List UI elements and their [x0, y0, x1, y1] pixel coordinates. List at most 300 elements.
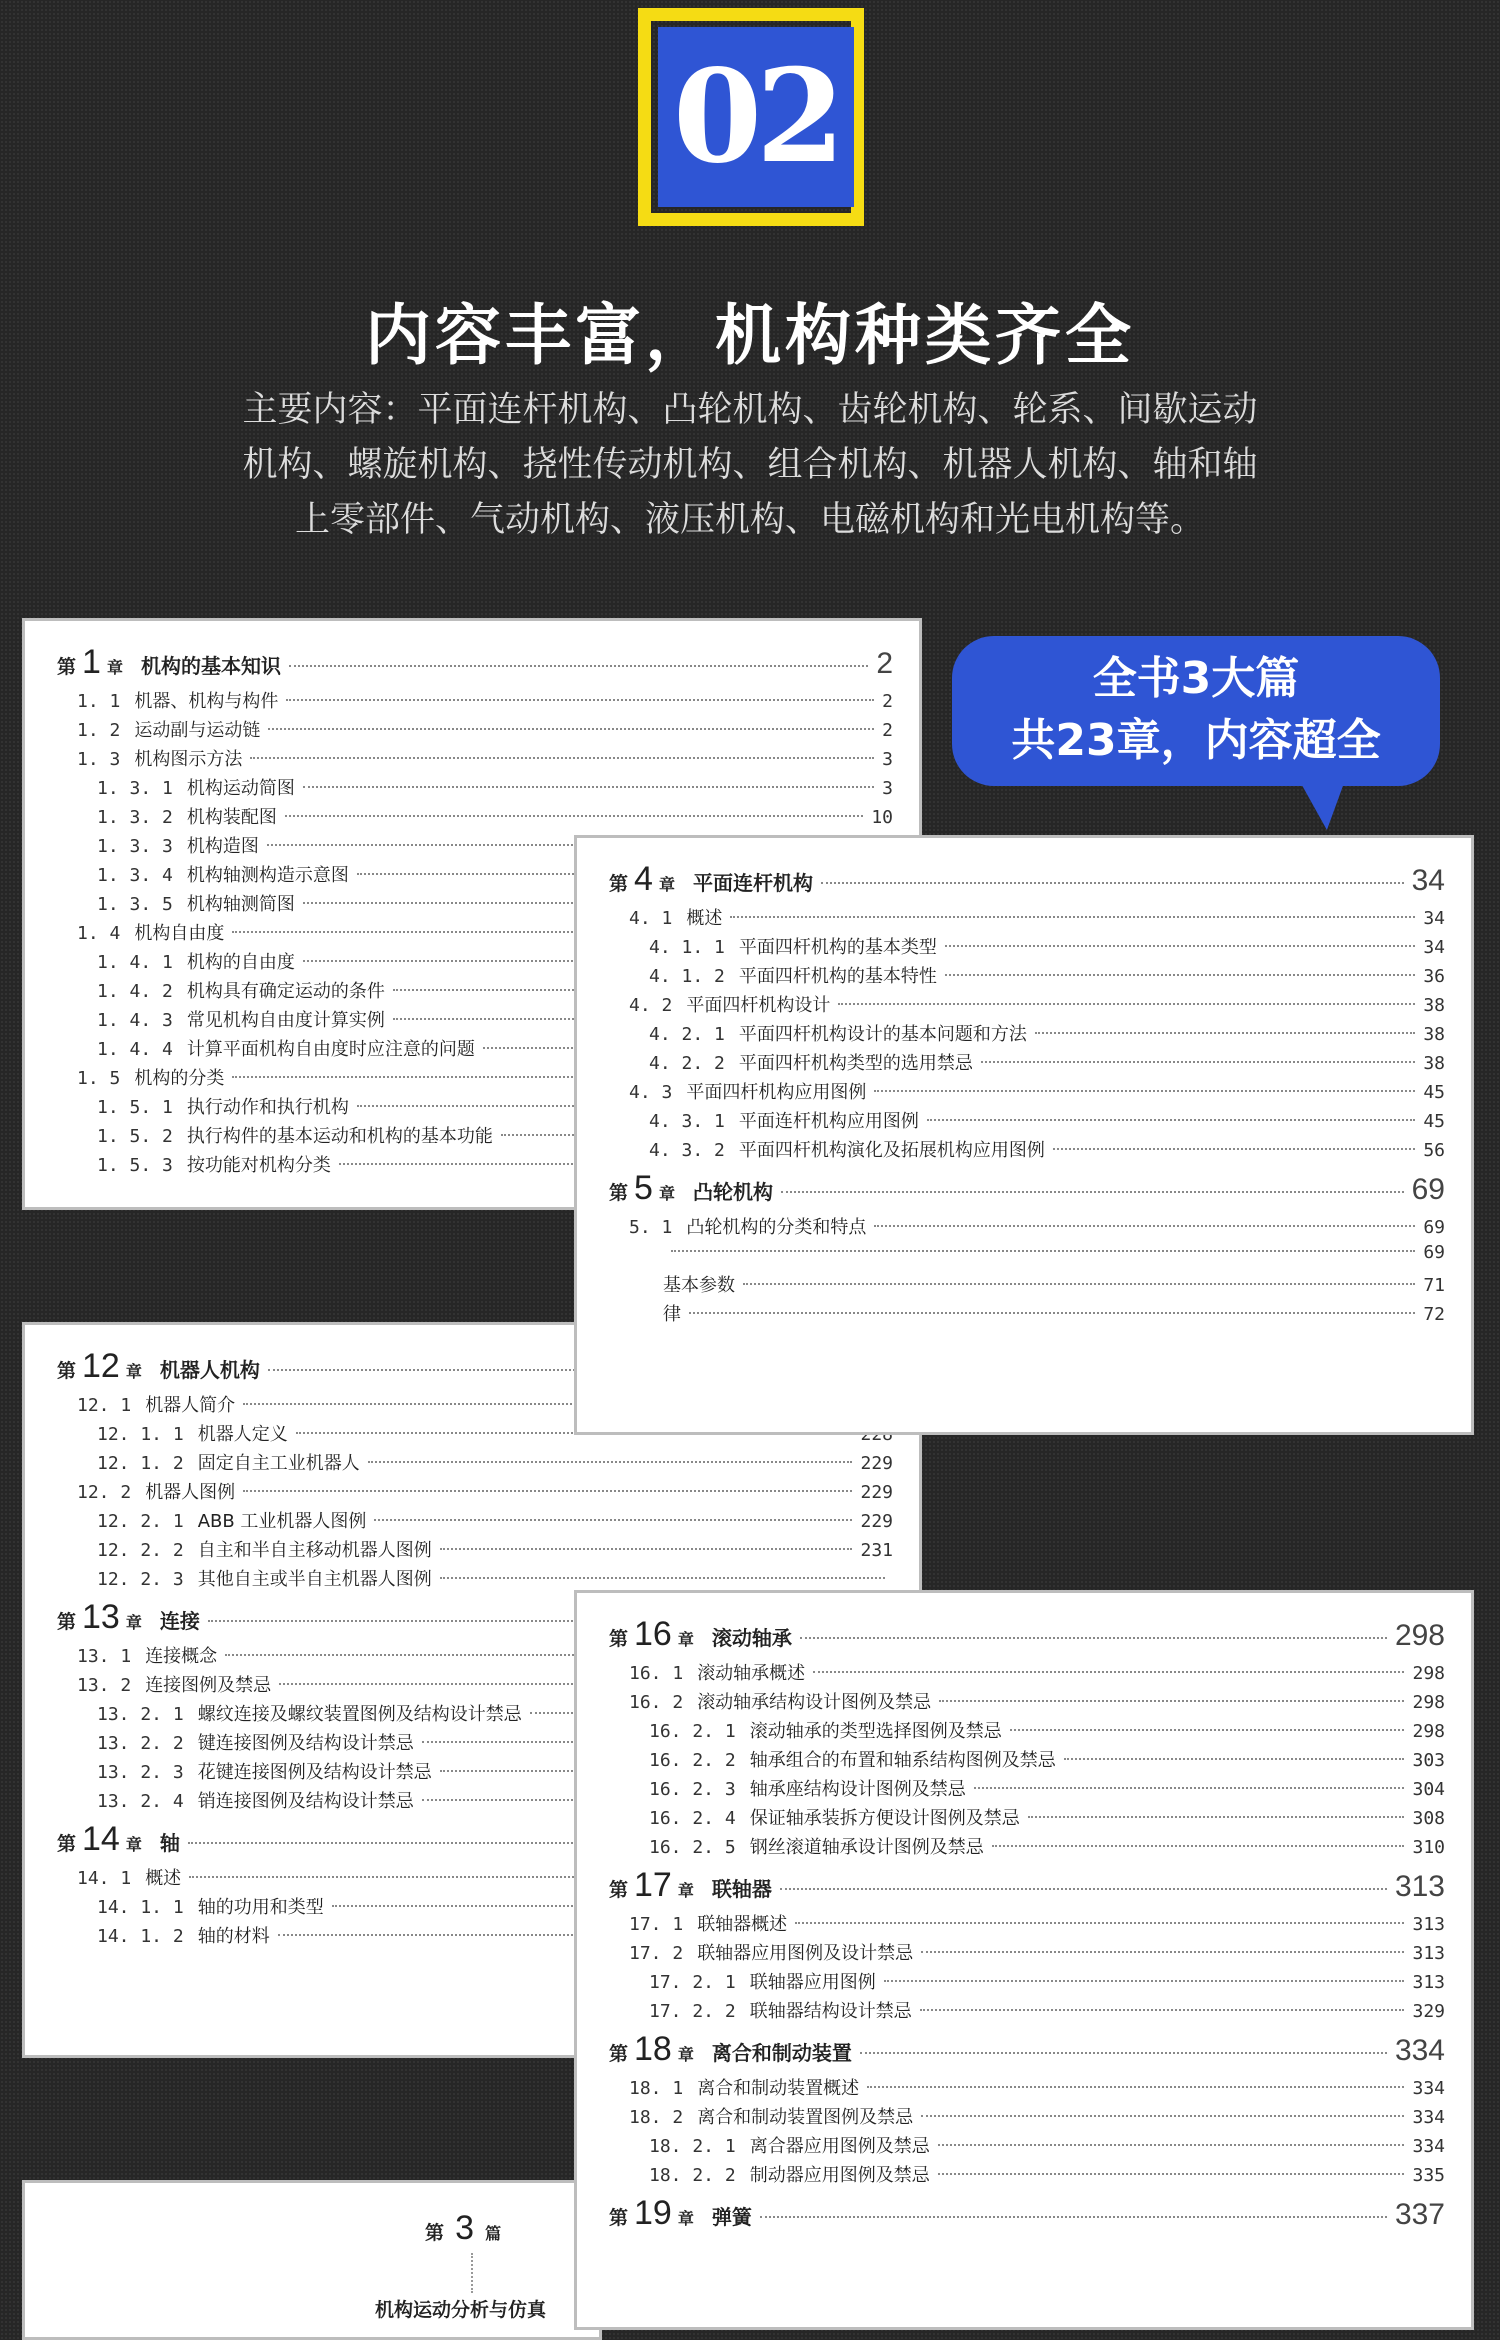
toc-entry — [57, 1449, 893, 1478]
dot-leader — [874, 1225, 1415, 1227]
toc-entry — [609, 1271, 1445, 1300]
intro-line: 机构、螺旋机构、挠性传动机构、组合机构、机器人机构、轴和轴 — [242, 445, 1258, 485]
intro-line: 上零部件、气动机构、液压机构、电磁机构和光电机构等。 — [294, 500, 1205, 540]
entry-number: 1. 3. 2 — [97, 807, 173, 828]
page-number: 38 — [1423, 1053, 1445, 1074]
toc-entry — [609, 1213, 1445, 1242]
chapter-heading — [609, 1169, 1445, 1213]
dot-leader — [440, 1577, 885, 1579]
entry-title: 离合和制动装置图例及禁忌 — [697, 2107, 914, 2128]
dot-leader — [795, 1922, 1404, 1924]
dot-leader — [921, 2115, 1404, 2117]
toc-entry — [609, 962, 1445, 991]
chapter-number: 16 — [634, 1615, 672, 1653]
entry-number: 1. 4. 4 — [97, 1039, 173, 1060]
chapter-heading — [609, 1615, 1445, 1659]
toc-entry — [609, 1300, 1445, 1329]
page-number: 298 — [1394, 1619, 1445, 1652]
page-number: 337 — [1394, 2198, 1445, 2231]
entry-title: 离合器应用图例及禁忌 — [749, 2136, 930, 2157]
page-number: 2 — [882, 691, 893, 712]
entry-title: 滚动轴承结构设计图例及禁忌 — [697, 1692, 932, 1713]
bubble-line: 全书3大篇 — [1092, 653, 1300, 704]
toc-entry — [57, 687, 893, 716]
entry-title: 凸轮机构 — [692, 1180, 773, 1204]
entry-title: 保证轴承装拆方便设计图例及禁忌 — [749, 1808, 1020, 1829]
page-number: 334 — [1412, 2107, 1445, 2128]
chapter-prefix: 第 — [57, 656, 77, 678]
toc-entry — [609, 1804, 1445, 1833]
headline: 内容丰富，机构种类齐全 — [365, 297, 1135, 374]
dot-leader — [243, 1490, 852, 1492]
chapter-prefix: 第 — [609, 1879, 629, 1901]
entry-title: 机构轴测简图 — [186, 894, 295, 915]
entry-number: 1. 4. 2 — [97, 981, 173, 1002]
entry-title: 滚动轴承概述 — [697, 1663, 806, 1684]
chapter-suffix: 章 — [677, 2045, 694, 2064]
entry-title: 连接图例及禁忌 — [145, 1675, 272, 1696]
toc-entry — [609, 1020, 1445, 1049]
entry-title: 机构自由度 — [134, 923, 225, 944]
toc-entry — [609, 1688, 1445, 1717]
toc-entry — [609, 1833, 1445, 1862]
toc-entry — [609, 933, 1445, 962]
entry-number: 4. 1. 1 — [649, 937, 725, 958]
dot-leader — [838, 1003, 1415, 1005]
part-heading: 第 3 篇 — [425, 2209, 502, 2247]
toc-entry — [609, 1659, 1445, 1688]
page-number: 313 — [1394, 1870, 1445, 1903]
entry-title: 平面四杆机构类型的选用禁忌 — [738, 1053, 973, 1074]
entry-title: 机构装配图 — [186, 807, 277, 828]
entry-number: 13. 2. 2 — [97, 1733, 184, 1754]
entry-title: 机器人图例 — [145, 1482, 236, 1503]
dot-leader — [289, 665, 868, 667]
entry-title: 常见机构自由度计算实例 — [186, 1010, 385, 1031]
toc-entry — [609, 1717, 1445, 1746]
chapter-suffix: 章 — [658, 875, 675, 894]
page-number: 45 — [1423, 1082, 1445, 1103]
page-number: 298 — [1412, 1721, 1445, 1742]
entry-number: 1. 5. 1 — [97, 1097, 173, 1118]
entry-title: 联轴器结构设计禁忌 — [749, 2001, 912, 2022]
entry-number: 1. 3. 1 — [97, 778, 173, 799]
dot-leader — [781, 1191, 1404, 1193]
dot-leader — [860, 2052, 1387, 2054]
entry-number: 1. 5. 2 — [97, 1126, 173, 1147]
entry-number: 17. 2. 2 — [649, 2001, 736, 2022]
toc-entry — [57, 745, 893, 774]
entry-number: 1. 1 — [77, 691, 121, 712]
entry-title: 执行构件的基本运动和机构的基本功能 — [186, 1126, 493, 1147]
dot-leader — [268, 728, 874, 730]
entry-title: 机构的自由度 — [186, 952, 295, 973]
entry-title: 机构的基本知识 — [140, 654, 281, 678]
entry-title: ABB 工业机器人图例 — [197, 1511, 367, 1532]
entry-title: 凸轮机构的分类和特点 — [686, 1217, 867, 1238]
page-number: 310 — [1412, 1837, 1445, 1858]
chapter-heading — [609, 860, 1445, 904]
entry-number: 4. 3. 1 — [649, 1111, 725, 1132]
page-number: 313 — [1412, 1972, 1445, 1993]
toc-entry — [609, 1997, 1445, 2026]
entry-number: 1. 3. 3 — [97, 836, 173, 857]
dot-leader — [1010, 1729, 1405, 1731]
entry-title: 机构具有确定运动的条件 — [186, 981, 385, 1002]
entry-title: 离合和制动装置概述 — [697, 2078, 860, 2099]
toc-entry — [57, 803, 893, 832]
page-number: 3 — [882, 749, 893, 770]
chapter-suffix: 章 — [125, 1362, 142, 1381]
page-number: 334 — [1412, 2078, 1445, 2099]
entry-title: 连接概念 — [145, 1646, 218, 1667]
chapter-prefix: 第 — [609, 1628, 629, 1650]
dot-leader — [981, 1061, 1415, 1063]
page-number: 2 — [876, 647, 893, 680]
part-title: 机构运动分析与仿真 — [375, 2299, 547, 2321]
dot-leader — [285, 815, 863, 817]
entry-title: 机器人简介 — [145, 1395, 236, 1416]
page-number: 229 — [860, 1511, 893, 1532]
entry-title: 键连接图例及结构设计禁忌 — [197, 1733, 414, 1754]
entry-title: 弹簧 — [711, 2205, 752, 2229]
dot-leader — [945, 945, 1415, 947]
entry-number: 17. 2 — [629, 1943, 684, 1964]
entry-number: 4. 1. 2 — [649, 966, 725, 987]
entry-title: 概述 — [145, 1868, 182, 1889]
entry-title: 钢丝滚道轴承设计图例及禁忌 — [749, 1837, 984, 1858]
entry-title: 机器人机构 — [159, 1358, 260, 1382]
entry-number: 17. 2. 1 — [649, 1972, 736, 1993]
part-page — [22, 2180, 602, 2340]
dot-leader — [1028, 1816, 1405, 1818]
speech-bubble — [952, 636, 1440, 786]
entry-number: 18. 2. 2 — [649, 2165, 736, 2186]
dot-leader — [440, 1548, 853, 1550]
entry-number: 4. 3 — [629, 1082, 673, 1103]
page-number: 45 — [1423, 1111, 1445, 1132]
page-number: 329 — [1412, 2001, 1445, 2022]
entry-title: 机构的分类 — [134, 1068, 225, 1089]
dot-leader — [250, 757, 874, 759]
section-badge — [658, 27, 854, 207]
toc-entry — [609, 1242, 1445, 1271]
entry-title: 制动器应用图例及禁忌 — [749, 2165, 930, 2186]
chapter-prefix: 第 — [57, 1833, 77, 1855]
toc-page-chapter-16 — [574, 1590, 1474, 2330]
chapter-suffix: 章 — [658, 1184, 675, 1203]
entry-title: 自主和半自主移动机器人图例 — [197, 1540, 432, 1561]
toc-entry — [609, 1136, 1445, 1165]
entry-title: 轴的材料 — [197, 1926, 270, 1947]
entry-title: 轴 — [159, 1831, 180, 1855]
page-number: 308 — [1412, 1808, 1445, 1829]
dot-leader — [743, 1283, 1415, 1285]
toc-entry — [609, 1078, 1445, 1107]
entry-title: 固定自主工业机器人 — [197, 1453, 360, 1474]
chapter-prefix: 第 — [57, 1611, 77, 1633]
entry-title: 概述 — [686, 908, 723, 929]
dot-leader — [921, 1951, 1404, 1953]
entry-number: 1. 3. 5 — [97, 894, 173, 915]
entry-number: 1. 5. 3 — [97, 1155, 173, 1176]
entry-title: 机构运动简图 — [186, 778, 295, 799]
dot-leader — [1035, 1032, 1415, 1034]
chapter-prefix: 第 — [609, 873, 629, 895]
entry-title: 联轴器概述 — [697, 1914, 788, 1935]
toc-entry — [609, 1746, 1445, 1775]
entry-title: 执行动作和执行机构 — [186, 1097, 349, 1118]
dot-leader — [730, 916, 1415, 918]
page-number: 36 — [1423, 966, 1445, 987]
dot-leader — [303, 786, 874, 788]
entry-number: 14. 1. 2 — [97, 1926, 184, 1947]
entry-number: 1. 4 — [77, 923, 121, 944]
dot-leader — [813, 1671, 1404, 1673]
entry-title: 平面四杆机构的基本特性 — [738, 966, 937, 987]
entry-number: 12. 2 — [77, 1482, 132, 1503]
chapter-suffix: 章 — [106, 658, 123, 677]
entry-number: 16. 2. 4 — [649, 1808, 736, 1829]
chapter-number: 12 — [82, 1347, 120, 1385]
entry-title: 计算平面机构自由度时应注意的问题 — [186, 1039, 475, 1060]
entry-title: 滚动轴承的类型选择图例及禁忌 — [749, 1721, 1002, 1742]
chapter-number: 13 — [82, 1598, 120, 1636]
entry-title: 按功能对机构分类 — [186, 1155, 331, 1176]
entry-title: 机构造图 — [186, 836, 259, 857]
intro-text — [150, 383, 1350, 548]
dot-leader — [927, 1119, 1415, 1121]
dot-leader — [1064, 1758, 1405, 1760]
entry-title: 机器、机构与构件 — [134, 691, 279, 712]
chapter-number: 5 — [634, 1169, 653, 1207]
entry-number: 16. 1 — [629, 1663, 684, 1684]
entry-number: 18. 1 — [629, 2078, 684, 2099]
entry-title: 轴的功用和类型 — [197, 1897, 324, 1918]
page-number: 231 — [860, 1540, 893, 1561]
page-number: 2 — [882, 720, 893, 741]
page-number: 72 — [1423, 1304, 1445, 1325]
toc-entry — [609, 1968, 1445, 1997]
dot-leader — [938, 2173, 1405, 2175]
entry-title: 机构图示方法 — [134, 749, 243, 770]
entry-number: 12. 1. 2 — [97, 1453, 184, 1474]
entry-number: 17. 1 — [629, 1914, 684, 1935]
page-number: 38 — [1423, 1024, 1445, 1045]
page-number: 56 — [1423, 1140, 1445, 1161]
entry-title: 机构轴测构造示意图 — [186, 865, 349, 886]
entry-title: 连接 — [159, 1609, 200, 1633]
page-number: 298 — [1412, 1692, 1445, 1713]
entry-title: 轴承座结构设计图例及禁忌 — [749, 1779, 966, 1800]
chapter-heading — [609, 1866, 1445, 1910]
entry-number: 18. 2. 1 — [649, 2136, 736, 2157]
entry-number: 16. 2 — [629, 1692, 684, 1713]
bubble-tail — [1281, 780, 1345, 830]
entry-number: 12. 1 — [77, 1395, 132, 1416]
dot-leader — [368, 1461, 853, 1463]
dot-leader — [1053, 1148, 1415, 1150]
entry-number: 4. 2. 2 — [649, 1053, 725, 1074]
page-number: 34 — [1423, 937, 1445, 958]
page-number: 313 — [1412, 1943, 1445, 1964]
entry-title: 机器人定义 — [197, 1424, 288, 1445]
entry-number: 18. 2 — [629, 2107, 684, 2128]
dot-leader — [689, 1312, 1415, 1314]
page-number: 3 — [882, 778, 893, 799]
dot-leader — [938, 2144, 1405, 2146]
dot-leader — [920, 2009, 1405, 2011]
entry-title: 平面连杆机构 — [692, 871, 813, 895]
page-number: 334 — [1394, 2034, 1445, 2067]
chapter-heading — [57, 643, 893, 687]
entry-title: 销连接图例及结构设计禁忌 — [197, 1791, 414, 1812]
toc-entry — [609, 1049, 1445, 1078]
entry-number: 12. 2. 3 — [97, 1569, 184, 1590]
entry-title: 平面四杆机构的基本类型 — [738, 937, 937, 958]
entry-number: 16. 2. 3 — [649, 1779, 736, 1800]
page-number: 335 — [1412, 2165, 1445, 2186]
dot-leader — [867, 2086, 1404, 2088]
entry-title: 联轴器应用图例及设计禁忌 — [697, 1943, 914, 1964]
chapter-prefix: 第 — [609, 2207, 629, 2229]
entry-title: 平面四杆机构设计的基本问题和方法 — [738, 1024, 1027, 1045]
toc-entry — [57, 1536, 893, 1565]
page-number: 304 — [1412, 1779, 1445, 1800]
entry-number: 4. 2. 1 — [649, 1024, 725, 1045]
toc-page-chapter-4 — [574, 835, 1474, 1435]
toc-entry — [609, 2132, 1445, 2161]
entry-title: 离合和制动装置 — [711, 2041, 852, 2065]
entry-number: 1. 4. 1 — [97, 952, 173, 973]
dot-leader — [945, 974, 1415, 976]
entry-number: 4. 1 — [629, 908, 673, 929]
page-number: 10 — [871, 807, 893, 828]
dot-leader — [671, 1250, 1415, 1252]
entry-number: 13. 1 — [77, 1646, 132, 1667]
dot-leader — [992, 1845, 1405, 1847]
entry-number: 13. 2. 1 — [97, 1704, 184, 1725]
chapter-heading — [609, 2030, 1445, 2074]
page-number: 69 — [1423, 1242, 1445, 1263]
toc-entry — [609, 1107, 1445, 1136]
dot-leader — [374, 1519, 852, 1521]
entry-number: 1. 3 — [77, 749, 121, 770]
dot-leader — [800, 1637, 1387, 1639]
entry-number: 4. 2 — [629, 995, 673, 1016]
entry-title: 联轴器 — [711, 1877, 772, 1901]
entry-title: 花键连接图例及结构设计禁忌 — [197, 1762, 432, 1783]
chapter-suffix: 章 — [677, 2209, 694, 2228]
toc-entry — [57, 716, 893, 745]
entry-number: 4. 3. 2 — [649, 1140, 725, 1161]
page-number: 313 — [1412, 1914, 1445, 1935]
chapter-number: 4 — [634, 860, 653, 898]
entry-title: 平面四杆机构应用图例 — [686, 1082, 867, 1103]
entry-number: 12. 2. 1 — [97, 1511, 184, 1532]
toc-entry — [57, 774, 893, 803]
entry-title: 运动副与运动链 — [134, 720, 261, 741]
chapter-number: 1 — [82, 643, 101, 681]
page-number: 69 — [1423, 1217, 1445, 1238]
page-number: 229 — [860, 1453, 893, 1474]
entry-number: 1. 4. 3 — [97, 1010, 173, 1031]
entry-number: 1. 3. 4 — [97, 865, 173, 886]
section-number: 02 — [672, 42, 840, 192]
dot-leader — [760, 2216, 1387, 2218]
entry-number: 14. 1 — [77, 1868, 132, 1889]
toc-entry — [609, 2103, 1445, 2132]
toc-entry — [57, 1478, 893, 1507]
entry-number: 13. 2. 3 — [97, 1762, 184, 1783]
entry-number: 12. 1. 1 — [97, 1424, 184, 1445]
page-number: 303 — [1412, 1750, 1445, 1771]
entry-number: 13. 2. 4 — [97, 1791, 184, 1812]
dot-leader — [780, 1888, 1387, 1890]
page-number: 38 — [1423, 995, 1445, 1016]
page-number: 229 — [860, 1482, 893, 1503]
entry-title: 联轴器应用图例 — [749, 1972, 876, 1993]
chapter-suffix: 章 — [677, 1630, 694, 1649]
dot-leader — [821, 882, 1404, 884]
entry-title: 平面四杆机构设计 — [686, 995, 831, 1016]
entry-title: 基本参数 — [663, 1275, 735, 1296]
chapter-prefix: 第 — [57, 1360, 77, 1382]
dot-leader — [974, 1787, 1405, 1789]
page-number: 34 — [1411, 864, 1445, 897]
entry-number: 12. 2. 2 — [97, 1540, 184, 1561]
entry-number: 14. 1. 1 — [97, 1897, 184, 1918]
toc-entry — [609, 1775, 1445, 1804]
entry-title: 螺纹连接及螺纹装置图例及结构设计禁忌 — [197, 1704, 522, 1725]
entry-number: 13. 2 — [77, 1675, 132, 1696]
chapter-heading — [609, 2194, 1445, 2238]
toc-entry — [609, 2161, 1445, 2190]
intro-line: 主要内容：平面连杆机构、凸轮机构、齿轮机构、轮系、间歇运动 — [242, 390, 1258, 430]
chapter-number: 18 — [634, 2030, 672, 2068]
chapter-suffix: 章 — [677, 1881, 694, 1900]
chapter-prefix: 第 — [609, 1182, 629, 1204]
chapter-number: 17 — [634, 1866, 672, 1904]
entry-title: 轴承组合的布置和轴系结构图例及禁忌 — [749, 1750, 1056, 1771]
toc-entry — [609, 991, 1445, 1020]
page-number: 334 — [1412, 2136, 1445, 2157]
chapter-suffix: 章 — [125, 1613, 142, 1632]
chapter-prefix: 第 — [609, 2043, 629, 2065]
entry-title: 其他自主或半自主机器人图例 — [197, 1569, 432, 1590]
chapter-suffix: 章 — [125, 1835, 142, 1854]
toc-entry — [609, 904, 1445, 933]
toc-entry — [609, 2074, 1445, 2103]
dot-leader — [874, 1090, 1415, 1092]
chapter-number: 14 — [82, 1820, 120, 1858]
entry-title: 滚动轴承 — [711, 1626, 792, 1650]
page-number: 34 — [1423, 908, 1445, 929]
entry-title: 平面连杆机构应用图例 — [738, 1111, 919, 1132]
entry-number: 1. 5 — [77, 1068, 121, 1089]
entry-number: 5. 1 — [629, 1217, 673, 1238]
page-number: 69 — [1411, 1173, 1445, 1206]
dot-leader — [884, 1980, 1405, 1982]
page-number: 298 — [1412, 1663, 1445, 1684]
toc-entry — [57, 1507, 893, 1536]
entry-title: 律 — [663, 1304, 681, 1325]
bubble-line: 共23章，内容超全 — [1011, 715, 1381, 766]
chapter-number: 19 — [634, 2194, 672, 2232]
divider — [471, 2253, 473, 2293]
dot-leader — [939, 1700, 1404, 1702]
page-number: 71 — [1423, 1275, 1445, 1296]
